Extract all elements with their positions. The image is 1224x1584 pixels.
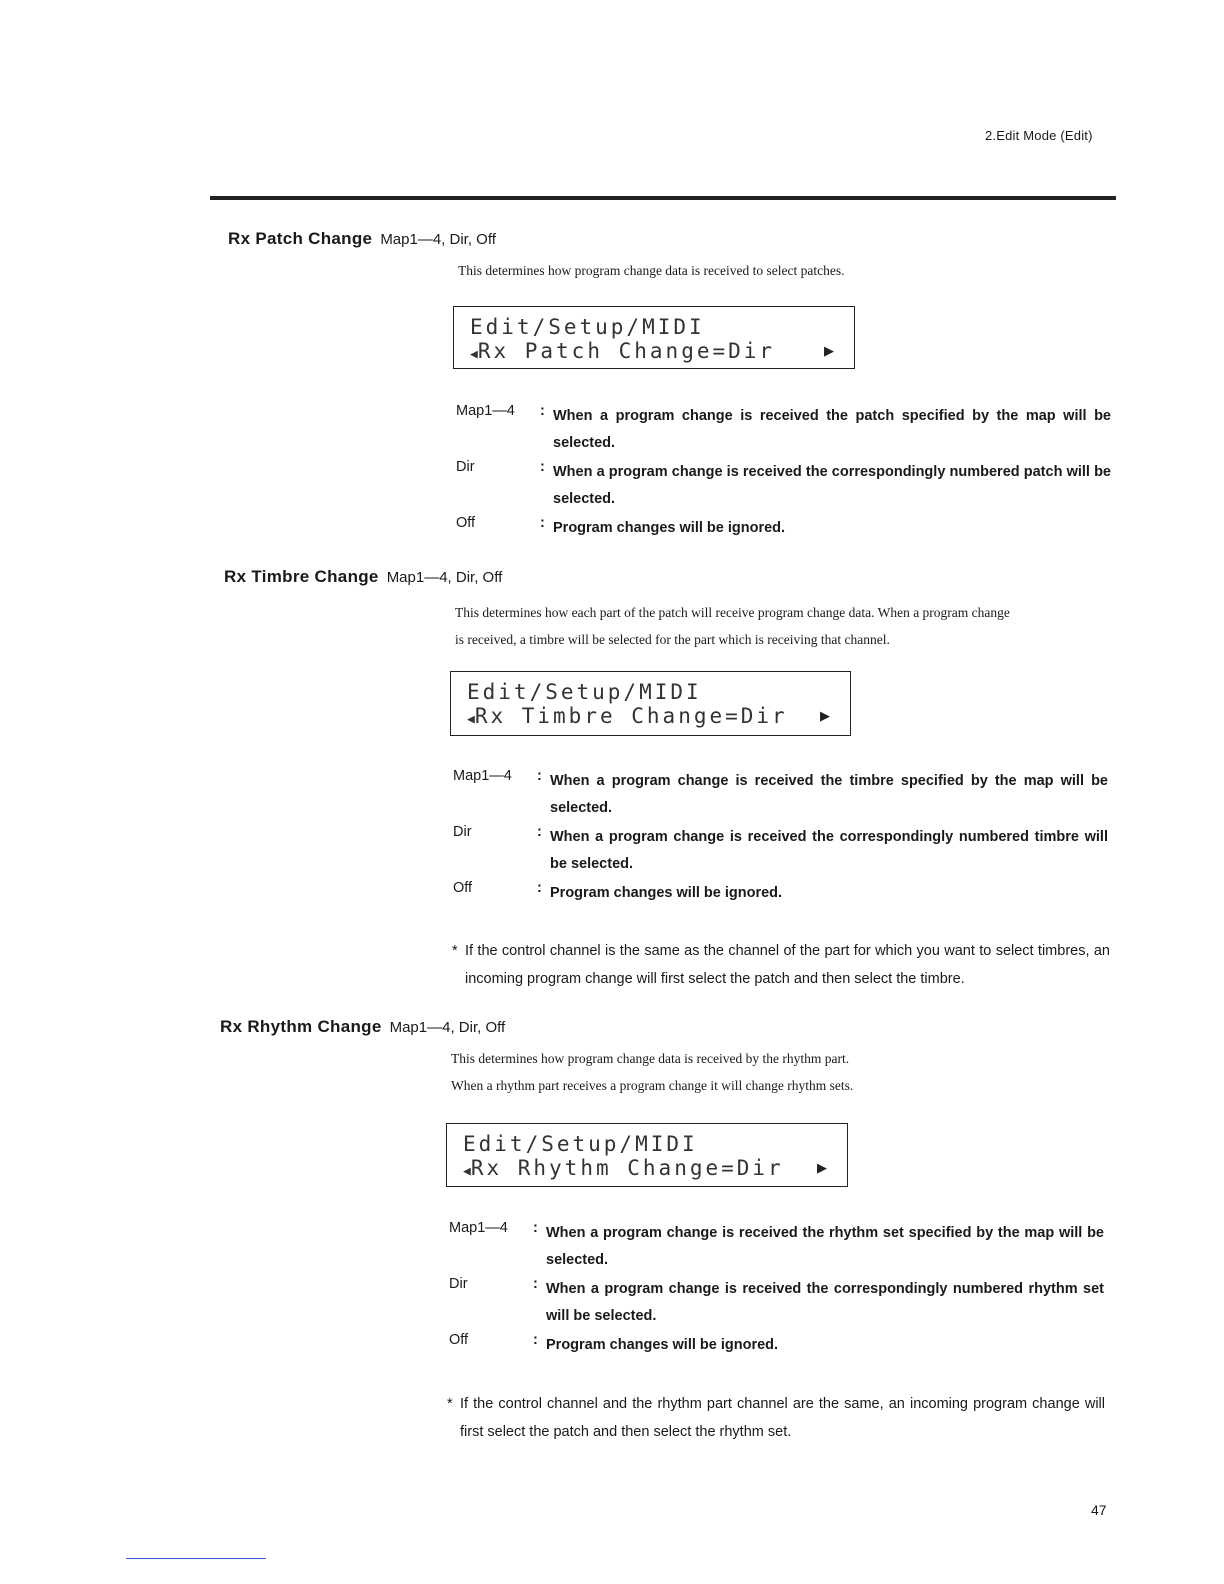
lcd-line-2-text: Rx Patch Change=Dir (477, 339, 776, 363)
note (447, 1390, 1107, 1450)
option-colon: : (533, 1332, 538, 1348)
lcd-line-2 (463, 1156, 784, 1180)
scan-edge-line (126, 1558, 266, 1559)
option-colon: : (533, 1276, 538, 1292)
lcd-left-arrow-icon: ◀ (470, 347, 478, 362)
running-header: 2.Edit Mode (Edit) (985, 128, 1093, 143)
note-text: If the control channel is the same as the channel of the part for which you want to select timbres, an incoming program change will first select the patch and then select the timbre. (465, 943, 1110, 987)
option-text: When a program change is received the rhythm set specified by the map will be selected. (546, 1225, 1104, 1268)
description-line: This determines how each part of the patch will receive program change data. When a program change (455, 605, 1010, 620)
header-rule (210, 196, 1116, 200)
option-text: When a program change is received the correspondingly numbered patch will be selected. (553, 464, 1111, 507)
lcd-display (450, 671, 851, 736)
section-range: Map1—4, Dir, Off (386, 569, 503, 586)
section-name: Rx Patch Change (228, 229, 373, 248)
lcd-right-arrow-icon: ▶ (824, 343, 834, 358)
option-text: Program changes will be ignored. (550, 885, 783, 901)
option-text: Program changes will be ignored. (553, 520, 786, 536)
option-text: Program changes will be ignored. (546, 1337, 779, 1353)
lcd-line-2 (467, 704, 788, 728)
lcd-line-1: Edit/Setup/MIDI (467, 680, 702, 704)
option-text: When a program change is received the correspondingly numbered timbre will be selected. (550, 829, 1108, 872)
option-colon: : (533, 1220, 538, 1236)
option-key: Map1—4 (456, 403, 515, 419)
lcd-line-2-text: Rx Rhythm Change=Dir (470, 1156, 784, 1180)
asterisk-icon: * (447, 1396, 453, 1412)
option-off (453, 880, 1113, 910)
option-key: Dir (453, 824, 472, 840)
note (452, 937, 1112, 997)
option-map (456, 403, 1116, 463)
page-number: 47 (1091, 1502, 1107, 1518)
lcd-line-2 (470, 339, 775, 363)
lcd-left-arrow-icon: ◀ (467, 712, 475, 727)
section-title-rx-timbre-change (224, 567, 502, 587)
lcd-display (453, 306, 855, 369)
option-colon: : (540, 403, 545, 419)
section-title-rx-rhythm-change (220, 1017, 505, 1037)
option-key: Dir (449, 1276, 468, 1292)
option-dir (449, 1276, 1109, 1336)
section-description (455, 599, 1115, 653)
option-key: Off (456, 515, 476, 531)
lcd-left-arrow-icon: ◀ (463, 1164, 471, 1179)
note-text: If the control channel and the rhythm part channel are the same, an incoming program change will first select the patch and then select the rhythm set. (460, 1396, 1105, 1440)
option-text: When a program change is received the timbre specified by the map will be selected. (550, 773, 1108, 816)
section-description (458, 257, 844, 284)
asterisk-icon: * (452, 943, 458, 959)
option-map (449, 1220, 1109, 1280)
section-name: Rx Rhythm Change (220, 1017, 382, 1036)
option-off (449, 1332, 1109, 1362)
description-line: This determines how program change data is received to select patches. (458, 263, 845, 278)
lcd-line-1: Edit/Setup/MIDI (463, 1132, 698, 1156)
option-colon: : (537, 824, 542, 840)
lcd-line-2-text: Rx Timbre Change=Dir (474, 704, 788, 728)
section-description (451, 1045, 1111, 1099)
option-colon: : (537, 880, 542, 896)
option-off (456, 515, 1116, 545)
option-key: Off (453, 880, 473, 896)
option-map (453, 768, 1113, 828)
option-key: Map1—4 (453, 768, 512, 784)
lcd-line-1: Edit/Setup/MIDI (470, 315, 705, 339)
section-name: Rx Timbre Change (224, 567, 379, 586)
option-key: Dir (456, 459, 475, 475)
option-text: When a program change is received the patch specified by the map will be selected. (553, 408, 1111, 451)
option-key: Map1—4 (449, 1220, 508, 1236)
lcd-right-arrow-icon: ▶ (817, 1160, 827, 1175)
section-range: Map1—4, Dir, Off (389, 1019, 506, 1036)
option-colon: : (540, 515, 545, 531)
option-text: When a program change is received the correspondingly numbered rhythm set will be selected. (546, 1281, 1104, 1324)
lcd-right-arrow-icon: ▶ (820, 708, 830, 723)
option-dir (456, 459, 1116, 519)
option-colon: : (537, 768, 542, 784)
option-colon: : (540, 459, 545, 475)
description-line: When a rhythm part receives a program change it will change rhythm sets. (451, 1078, 854, 1093)
description-line: is received, a timbre will be selected for the part which is receiving that channel. (455, 632, 890, 647)
option-dir (453, 824, 1113, 884)
description-line: This determines how program change data is received by the rhythm part. (451, 1051, 850, 1066)
section-range: Map1—4, Dir, Off (380, 231, 496, 248)
section-title-rx-patch-change (228, 229, 496, 249)
option-key: Off (449, 1332, 469, 1348)
lcd-display (446, 1123, 848, 1187)
